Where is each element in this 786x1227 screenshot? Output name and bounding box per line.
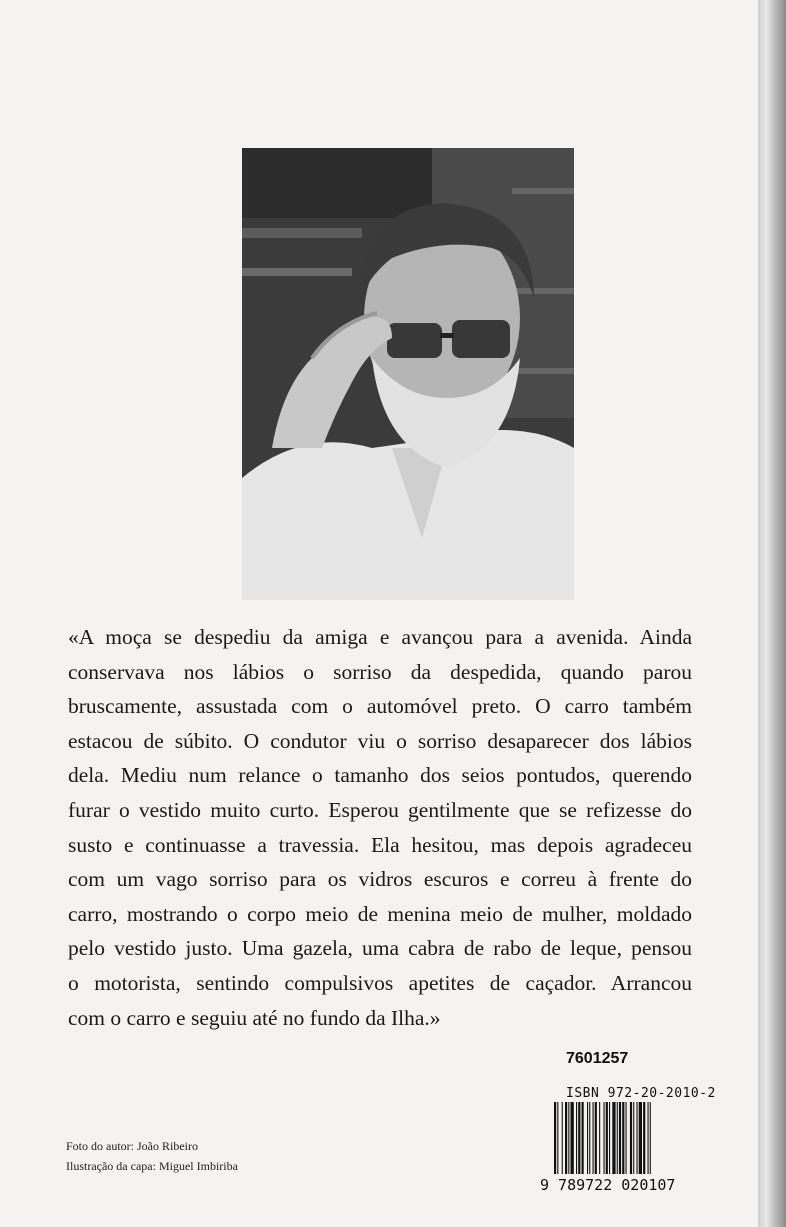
barcode — [540, 1102, 712, 1194]
excerpt-quote — [68, 620, 692, 1035]
author-photo — [242, 148, 574, 600]
quote-line: conservava nos lábios o sorriso da despedida, quando parou — [68, 659, 692, 684]
illustration-credit: Ilustração da capa: Miguel Imbiriba — [66, 1159, 238, 1173]
quote-line: «A moça se despediu da amiga e avançou para a avenida. Ainda — [68, 625, 692, 649]
quote-line: carro, mostrando o corpo meio de menina meio de mulher, moldado — [68, 901, 692, 926]
quote-line: com um vago sorriso para os vidros escuros e correu à frente do — [68, 867, 692, 892]
quote-line: estacou de súbito. O condutor viu o sorriso desaparecer dos lábios — [68, 728, 692, 753]
quote-line: pelo vestido justo. Uma gazela, uma cabra de rabo de leque, pensou — [68, 936, 692, 961]
quote-line: o motorista, sentindo compulsivos apetites de caçador. Arrancou — [68, 970, 692, 995]
barcode-digits: 9 789722 020107 — [540, 1176, 676, 1194]
quote-line: susto e continuasse a travessia. Ela hesitou, mas depois agradeceu — [68, 832, 692, 857]
book-edge — [758, 0, 786, 1227]
catalog-number: 7601257 — [566, 1050, 629, 1067]
credits — [66, 1136, 238, 1176]
quote-line: furar o vestido muito curto. Esperou gentilmente que se refizesse do — [68, 797, 692, 822]
photo-credit: Foto do autor: João Ribeiro — [66, 1139, 198, 1153]
barcode-bars-icon — [554, 1102, 651, 1178]
quote-line: bruscamente, assustada com o automóvel preto. O carro também — [68, 694, 692, 719]
quote-line: com o carro e seguiu até no fundo da Ilha.» — [68, 1005, 441, 1030]
quote-line: dela. Mediu num relance o tamanho dos seios pontudos, querendo — [68, 763, 692, 788]
author-portrait-icon — [242, 148, 574, 600]
isbn-label: ISBN 972-20-2010-2 — [566, 1086, 716, 1101]
